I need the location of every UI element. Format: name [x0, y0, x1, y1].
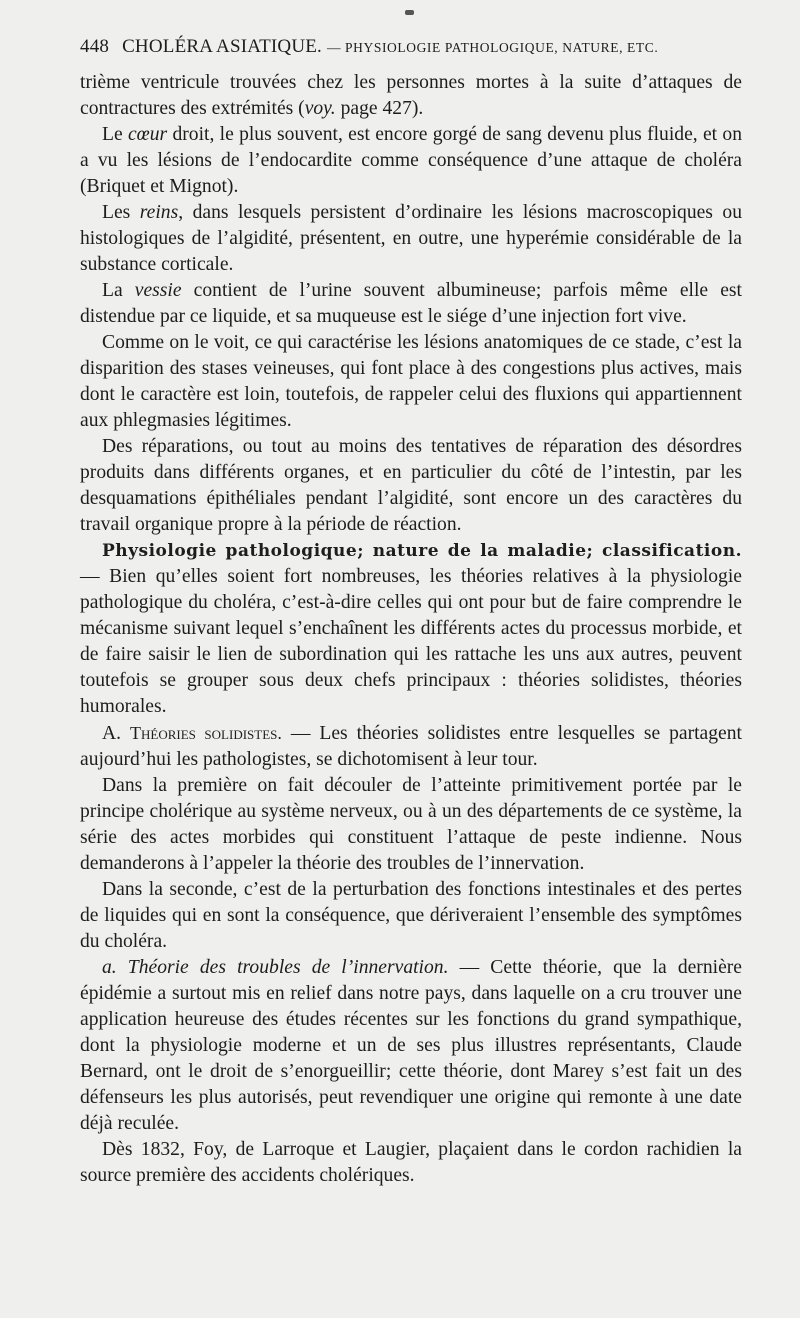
- paragraph-11: [80, 955, 742, 1137]
- paragraph-9: Dans la première on fait découler de l’atteinte primitivement portée par le principe cholérique au système nerveux, ou à un des départements de ce système, la série des actes morbides qui constituent l’attaque de peste indienne. Nous demanderons à l’appeler la théorie des troubles de l’innervation.: [80, 775, 742, 874]
- paragraph-1: [80, 70, 742, 122]
- paragraph-5: Comme on le voit, ce qui caractérise les lésions anatomiques de ce stade, c’est la disparition des stases veineuses, qui font place à des congestions plus actives, mais dont le caractère est loin, toutefois, de rappeler celui des fluxions qui appartiennent aux phlegmasies légitimes.: [80, 332, 742, 431]
- paragraph-7: [80, 538, 742, 720]
- paragraph-6: Des réparations, ou tout au moins des tentatives de réparation des désordres produits dans différents organes, et en particulier du côté de l’intestin, par les desquamations épithéliales pendant l’algidité, sont encore un des caractères du travail organique propre à la période de réaction.: [80, 436, 742, 535]
- page-body: [80, 70, 742, 1189]
- paragraph-3: [80, 200, 742, 278]
- ink-mark: [405, 10, 414, 15]
- p1-ref-rest: page 427).: [335, 98, 424, 119]
- p1-text: trième ventricule trouvées chez les personnes mortes à la suite d’attaques de contractures des extrémités (: [80, 72, 742, 119]
- p11-rest: — Cette théorie, que la dernière épidémie a surtout mis en relief dans notre pays, dans laquelle on a cru trouver une application heureuse des études récentes sur les fonctions du grand sympathique, dont la physiologie moderne et un de ses plus illustres représentants, Claude Bernard, ont le droit de s’enorgueillir; cette théorie, dont Marey s’est fait un des défenseurs les plus autorisés, peut revendiquer une origine qui remonte à une date déjà reculée.: [80, 957, 742, 1134]
- paragraph-12: Dès 1832, Foy, de Larroque et Laugier, plaçaient dans le cordon rachidien la source première des accidents cholériques.: [80, 1139, 742, 1186]
- paragraph-10: Dans la seconde, c’est de la perturbation des fonctions intestinales et des pertes de liquides qui en sont la conséquence, que dériveraient l’ensemble des symptômes du choléra.: [80, 879, 742, 952]
- p7-rest: — Bien qu’elles soient fort nombreuses, les théories relatives à la physiologie pathologique du choléra, c’est-à-dire celles qui ont pour but de faire comprendre le mécanisme suivant lequel s’enchaînent les différents actes du processus morbide, et de faire saisir le lien de subordination qui les rattache les uns aux autres, peuvent toutefois se grouper sous deux chefs principaux : théories solidistes, théories humorales.: [80, 566, 742, 717]
- p2-lead: Le: [102, 124, 128, 145]
- p2-em: cœur: [127, 124, 168, 145]
- p1-ref: voy.: [304, 98, 336, 119]
- p3-em: reins: [139, 202, 179, 223]
- p3-rest: , dans lesquels persistent d’ordinaire les lésions macroscopiques ou histologiques de l’algidité, présentent, en outre, une hyperémie considérable de la substance corticale.: [80, 202, 742, 275]
- page-number: 448: [80, 36, 110, 57]
- section-heading: Physiologie pathologique; nature de la maladie; classification.: [102, 541, 742, 561]
- p4-rest: contient de l’urine souvent albumineuse; parfois même elle est distendue par ce liquide, et sa muqueuse est le siége d’une injection fort vive.: [80, 280, 742, 327]
- running-title: — PHYSIOLOGIE PATHOLOGIQUE, NATURE, ETC.: [326, 40, 659, 55]
- page-header: [80, 36, 770, 58]
- p4-em: vessie: [134, 280, 182, 301]
- p3-lead: Les: [102, 202, 140, 223]
- p2-rest: droit, le plus souvent, est encore gorgé de sang devenu plus fluide, et on a vu les lésions de l’endocardite comme conséquence d’une attaque de choléra (Briquet et Mignot).: [80, 124, 742, 197]
- paragraph-2: [80, 122, 742, 200]
- subsection-heading: Théories solidistes.: [130, 723, 282, 743]
- book-title: CHOLÉRA ASIATIQUE.: [122, 36, 322, 57]
- p4-lead: La: [102, 280, 135, 301]
- p11-heading: a. Théorie des troubles de l’innervation.: [102, 957, 449, 978]
- paragraph-4: [80, 278, 742, 330]
- p8-rest: — Les théories solidistes entre lesquelles se partagent aujourd’hui les pathologistes, se dichotomisent à leur tour.: [80, 723, 742, 770]
- paragraph-8: [80, 720, 742, 773]
- p8-letter: A.: [102, 723, 130, 744]
